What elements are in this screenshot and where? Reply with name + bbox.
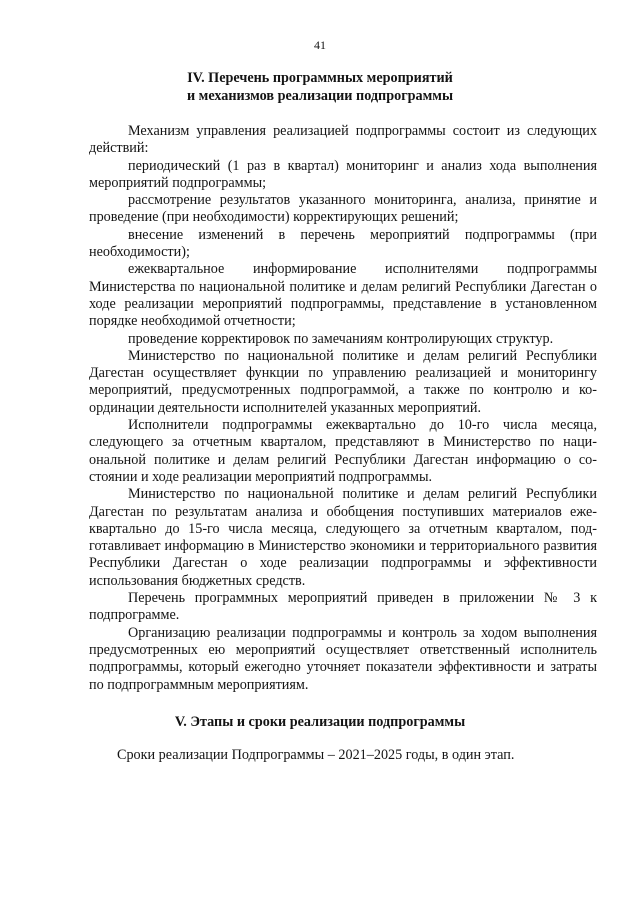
paragraph: Исполнители подпрограммы ежеквартально до 10-го числа месяца, следующего за отчетным кварталом, представляют в Министерство по национальной политике и делам религий Республики Дагестан информацию о состоянии и ходе реализации мероприятий подпрограммы. bbox=[89, 417, 597, 485]
paragraph: Сроки реализации Подпрограммы – 2021–2025 годы, в один этап. bbox=[117, 747, 515, 763]
page-number: 41 bbox=[314, 38, 326, 52]
section-v-body bbox=[89, 747, 597, 764]
list-item: ежеквартальное информирование исполнителями подпрограммы Министерства по национальной политике и делам религий Республики Дагестан о ходе реализации мероприятий подпрограммы, представление в установленном порядке необходимой отчетности; bbox=[89, 261, 597, 330]
paragraph: Организацию реализации подпрограммы и контроль за ходом выполнения предусмотренных ею мероприятий осуществляет ответственный исполнитель подпрограммы, который ежегодно уточняет показатели эффективности и затраты по подпрограммным мероприятиям. bbox=[89, 624, 597, 693]
paragraph: Министерство по национальной политике и делам религий Республики Дагестан по результатам анализа и обобщения поступивших материалов ежеквартально до 15-го числа месяца, следующего за отчетным кварталом, подготавливает информацию в Министерство экономики и территориального развития Республики Дагестан о ходе реализации подпрограммы и эффективности использования бюджетных средств. bbox=[89, 486, 597, 589]
paragraph: Механизм управления реализацией подпрограммы состоит из следующих действий: bbox=[89, 123, 597, 157]
section-iv-title-line2: и механизмов реализации подпрограммы bbox=[186, 88, 454, 104]
list-item: проведение корректировок по замечаниям контролирующих структур. bbox=[128, 330, 554, 347]
list-item: периодический (1 раз в квартал) мониторинг и анализ хода выполнения мероприятий подпрограммы; bbox=[89, 157, 597, 191]
paragraph: Перечень программных мероприятий приведен в приложении № 3 к подпрограмме. bbox=[89, 590, 597, 624]
section-v-title: V. Этапы и сроки реализации подпрограммы bbox=[174, 714, 466, 730]
section-iv-heading bbox=[0, 69, 640, 105]
paragraph: Министерство по национальной политике и делам религий Республики Дагестан осуществляет функции по управлению реализацией и мониторингу мероприятий, предусмотренных подпрограммой, а также по контролю и координации деятельности исполнителей указанных мероприятий. bbox=[89, 347, 597, 416]
list-item: внесение изменений в перечень мероприятий подпрограммы (при необходимости); bbox=[89, 226, 597, 261]
section-iv-body bbox=[89, 123, 597, 694]
section-v-heading bbox=[0, 713, 640, 731]
section-iv-title-line1: IV. Перечень программных мероприятий bbox=[187, 70, 453, 86]
list-item: рассмотрение результатов указанного мониторинга, анализа, принятие и проведение (при необходимости) корректирующих решений; bbox=[89, 192, 597, 226]
